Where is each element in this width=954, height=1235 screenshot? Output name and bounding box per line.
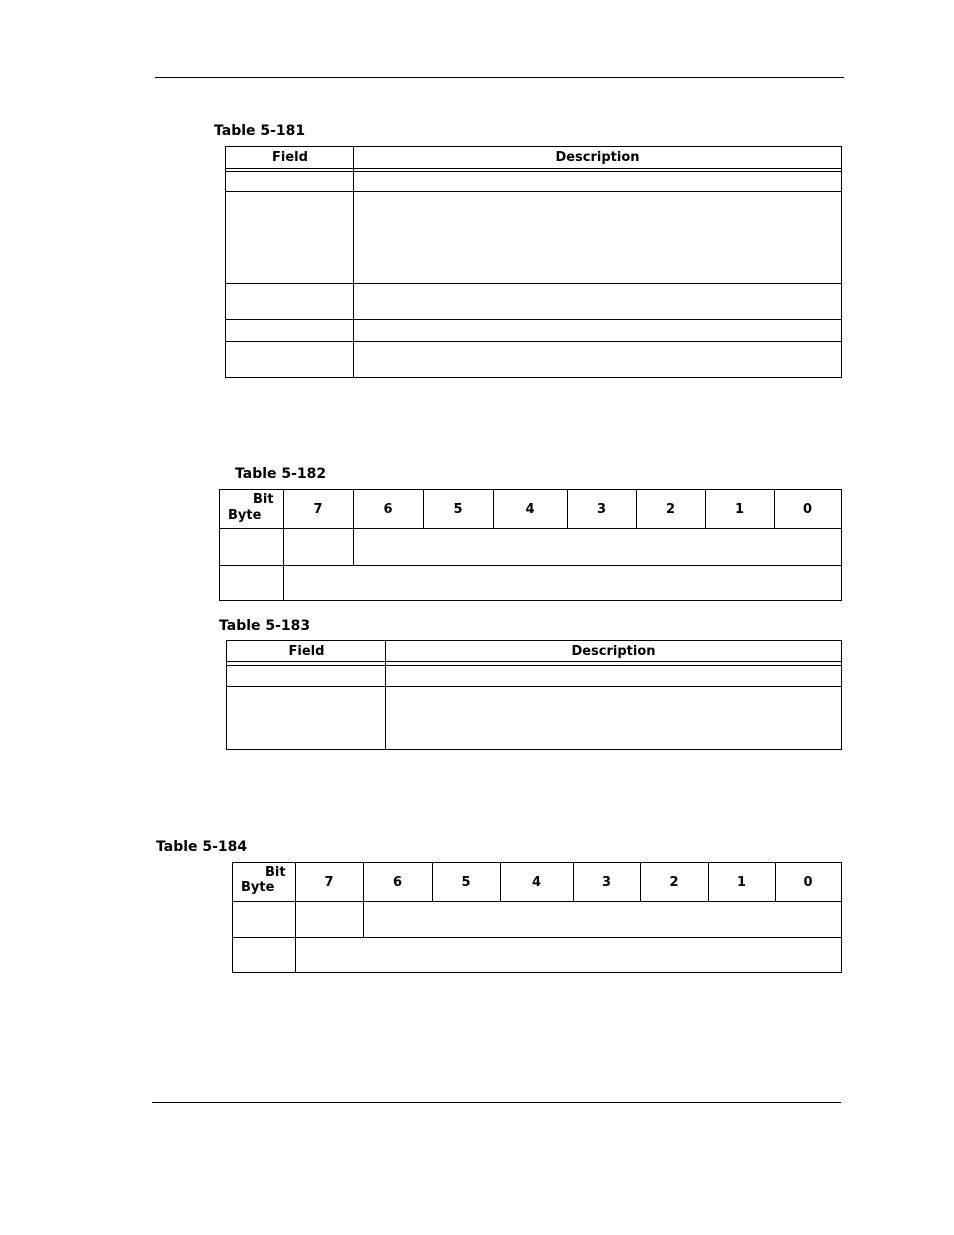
header-rule xyxy=(227,661,841,662)
row-divider xyxy=(220,528,841,529)
header-rule xyxy=(226,171,841,172)
bit-byte-table xyxy=(219,489,842,601)
bit-header: 4 xyxy=(531,874,542,890)
column-divider xyxy=(363,863,364,937)
page-header-rule xyxy=(155,77,844,78)
row-divider xyxy=(226,341,841,342)
column-divider xyxy=(567,490,568,528)
row-divider xyxy=(227,686,841,687)
row-divider xyxy=(226,191,841,192)
page-footer-rule xyxy=(152,1102,841,1103)
column-divider xyxy=(493,490,494,528)
bit-label: Bit xyxy=(265,865,286,880)
column-divider xyxy=(353,490,354,565)
bit-header: 3 xyxy=(596,501,607,517)
bit-header: 4 xyxy=(525,501,535,517)
table-caption: Table 5-183 xyxy=(219,618,311,634)
header-rule xyxy=(227,665,841,666)
row-divider xyxy=(233,901,841,902)
header-rule xyxy=(226,168,841,169)
byte-label: Byte xyxy=(228,508,262,523)
bit-header: 1 xyxy=(736,874,747,890)
table-caption: Table 5-184 xyxy=(156,839,248,855)
bit-header: 7 xyxy=(313,501,323,517)
column-divider xyxy=(423,490,424,528)
bit-header: 6 xyxy=(383,501,393,517)
column-divider xyxy=(640,863,641,901)
column-divider xyxy=(295,863,296,972)
column-divider xyxy=(775,863,776,901)
column-divider xyxy=(708,863,709,901)
bit-header: 5 xyxy=(453,501,463,517)
column-header-field: Field xyxy=(288,643,325,659)
bit-header: 7 xyxy=(324,874,334,890)
column-divider xyxy=(500,863,501,901)
bit-header: 2 xyxy=(669,874,679,890)
table-caption: Table 5-181 xyxy=(214,123,306,139)
column-divider xyxy=(774,490,775,528)
bit-header: 2 xyxy=(665,501,676,517)
bit-header: 0 xyxy=(802,501,813,517)
bit-header: 6 xyxy=(392,874,403,890)
row-divider xyxy=(226,319,841,320)
bit-byte-table xyxy=(232,862,842,973)
column-header-description: Description xyxy=(555,150,640,165)
column-divider xyxy=(705,490,706,528)
column-header-description: Description xyxy=(571,643,656,659)
bit-header: 0 xyxy=(803,874,813,890)
bit-header: 1 xyxy=(734,501,745,517)
column-divider xyxy=(636,490,637,528)
column-divider xyxy=(385,641,386,749)
column-divider xyxy=(353,147,354,377)
column-divider xyxy=(432,863,433,901)
table-caption: Table 5-182 xyxy=(235,466,327,482)
bit-header: 5 xyxy=(461,874,471,890)
row-divider xyxy=(220,565,841,566)
column-header-field: Field xyxy=(272,150,308,165)
bit-header: 3 xyxy=(601,874,612,890)
field-description-table xyxy=(226,640,842,750)
bit-label: Bit xyxy=(253,492,274,507)
byte-label: Byte xyxy=(241,880,275,895)
row-divider xyxy=(226,283,841,284)
column-divider xyxy=(573,863,574,901)
field-description-table xyxy=(225,146,842,378)
column-divider xyxy=(283,490,284,600)
row-divider xyxy=(233,937,841,938)
